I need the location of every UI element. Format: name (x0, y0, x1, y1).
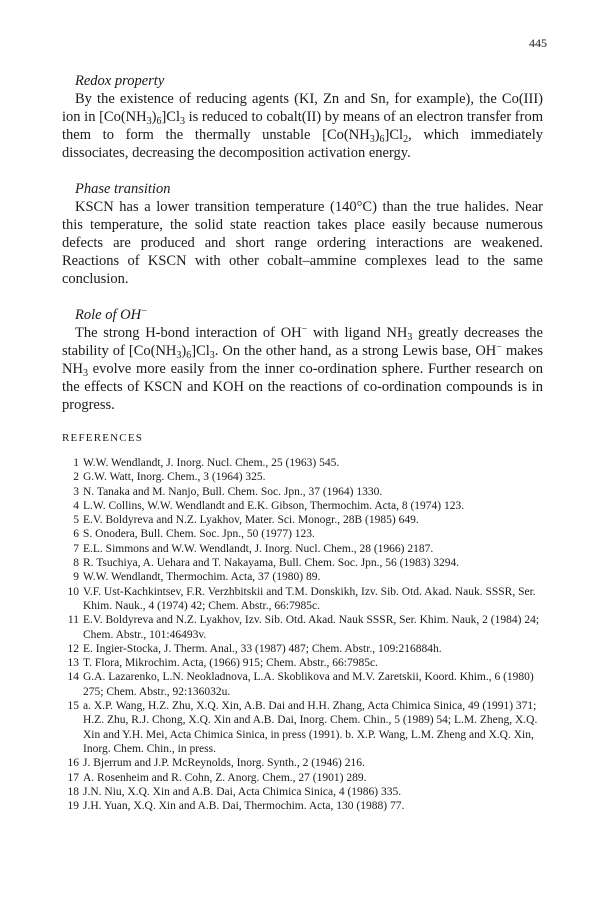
reference-text: J.N. Niu, X.Q. Xin and A.B. Dai, Acta Chimica Sinica, 4 (1986) 335. (83, 785, 402, 798)
reference-text: E.L. Simmons and W.W. Wendlandt, J. Inorg. Nucl. Chem., 28 (1966) 2187. (83, 542, 434, 555)
reference-text: G.A. Lazarenko, L.N. Neokladnova, L.A. Skoblikova and M.V. Zaretskii, Koord. Khim., 6 (1980) 275; Chem. Abstr., 92:136032u. (83, 671, 534, 698)
section-paragraph: By the existence of reducing agents (KI, Zn and Sn, for example), the Co(III) ion in $[Co(NH_3)_6]Cl_3$ is reduced to cobalt(II) by means of an electron transfer from them to form the thermally unstable $[Co(NH_3)_6]Cl_2$, which immediately dissociates, decreasing the decomposition activation energy. (62, 91, 543, 161)
reference-text: N. Tanaka and M. Nanjo, Bull. Chem. Soc. Jpn., 37 (1964) 1330. (83, 485, 383, 498)
section-phase-transition (62, 180, 543, 288)
section-paragraph: The strong H-bond interaction of OH− with ligand $NH_3$ greatly decreases the stability of $[Co(NH_3)_6]Cl_3$. On the other hand, as a strong Lewis base, OH− makes $NH_3$ evolve more easily from the inner co-ordination sphere. Further research on the effects of KSCN and KOH on the reactions of co-ordination compounds is in progress. (62, 324, 543, 413)
reference-item (62, 556, 543, 570)
reference-text: E.V. Boldyreva and N.Z. Lyakhov, Mater. Sci. Monogr., 28B (1985) 649. (83, 514, 419, 527)
reference-item (62, 642, 543, 656)
references-list (62, 456, 543, 813)
reference-text: a. X.P. Wang, H.Z. Zhu, X.Q. Xin, A.B. Dai and H.H. Zhang, Acta Chimica Sinica, 49 (1991) 371; H.Z. Zhu, R.J. Chong, X.Q. Xin and A.B. Dai, Inorg. Chem. Chin., 5 (1989) 54; L.M. Zheng, X.Q. Xin and Y.H. Mei, Acta Chimica Sinica, in press (1991). b. X.P. Wang, L.M. Zheng and X.Q. Xin, Inorg. Chem. Chin., in press. (83, 700, 538, 755)
reference-item (62, 585, 543, 614)
reference-number: 5 (73, 514, 79, 527)
reference-text: V.F. Ust-Kachkintsev, F.R. Verzhbitskii and T.M. Donskikh, Izv. Sib. Otd. Akad. Nauk. SSSR, Ser. Khim. Nauk., 4 (1974) 42; Chem. Abstr., 66:7985c. (83, 585, 536, 612)
reference-item (62, 771, 543, 785)
reference-text: S. Onodera, Bull. Chem. Soc. Jpn., 50 (1977) 123. (83, 528, 315, 541)
reference-number: 4 (73, 499, 79, 512)
section-redox-property (62, 72, 543, 162)
section-title: Redox property (75, 73, 165, 89)
reference-item (62, 485, 543, 499)
reference-text: E. Ingier-Stocka, J. Therm. Anal., 33 (1987) 487; Chem. Abstr., 109:216884h. (83, 642, 442, 655)
reference-number: 12 (67, 642, 79, 655)
reference-item (62, 656, 543, 670)
reference-number: 11 (67, 614, 79, 627)
section-role-of-oh (62, 306, 543, 414)
reference-number: 13 (67, 657, 79, 670)
reference-number: 2 (73, 471, 79, 484)
reference-item (62, 699, 543, 756)
reference-text: R. Tsuchiya, A. Uehara and T. Nakayama, Bull. Chem. Soc. Jpn., 56 (1983) 3294. (83, 557, 460, 570)
section-title: Role of OH− (75, 306, 148, 323)
section-title: Phase transition (75, 181, 171, 197)
reference-number: 18 (67, 785, 79, 798)
reference-text: A. Rosenheim and R. Cohn, Z. Anorg. Chem., 27 (1901) 289. (83, 771, 367, 784)
reference-item (62, 756, 543, 770)
reference-item (62, 785, 543, 799)
reference-number: 8 (73, 557, 79, 570)
reference-item (62, 799, 543, 813)
reference-number: 19 (67, 800, 79, 813)
reference-number: 10 (67, 585, 79, 598)
reference-number: 1 (73, 457, 79, 469)
reference-number: 15 (67, 700, 79, 713)
reference-item (62, 513, 543, 527)
reference-item (62, 570, 543, 584)
references-heading: REFERENCES (62, 432, 144, 444)
reference-item (62, 613, 543, 642)
reference-text: T. Flora, Mikrochim. Acta, (1966) 915; Chem. Abstr., 66:7985c. (83, 657, 378, 670)
reference-number: 16 (67, 757, 79, 770)
reference-text: E.V. Boldyreva and N.Z. Lyakhov, Izv. Sib. Otd. Akad. Nauk SSSR, Ser. Khim. Nauk, 2 (1984) 24; Chem. Abstr., 101:46493v. (83, 614, 540, 641)
page-number: 445 (529, 36, 547, 50)
reference-item (62, 456, 543, 470)
reference-item (62, 470, 543, 484)
reference-number: 7 (73, 542, 79, 555)
reference-item (62, 499, 543, 513)
reference-text: J. Bjerrum and J.P. McReynolds, Inorg. Synth., 2 (1946) 216. (83, 757, 365, 770)
reference-item (62, 670, 543, 699)
reference-item (62, 527, 543, 541)
reference-text: W.W. Wendlandt, Thermochim. Acta, 37 (1980) 89. (83, 571, 321, 584)
reference-number: 3 (73, 485, 79, 498)
reference-text: W.W. Wendlandt, J. Inorg. Nucl. Chem., 25 (1963) 545. (83, 457, 340, 469)
reference-text: G.W. Watt, Inorg. Chem., 3 (1964) 325. (83, 471, 266, 484)
reference-number: 6 (73, 528, 79, 541)
section-paragraph: KSCN has a lower transition temperature (140°C) than the true halides. Near this temperature, the solid state reaction takes place easily because numerous defects are produced and short range ordering interactions are weakened. Reactions of KSCN with other cobalt–ammine complexes lead to the same conclusion. (62, 199, 543, 287)
reference-number: 17 (67, 771, 79, 784)
reference-text: J.H. Yuan, X.Q. Xin and A.B. Dai, Thermochim. Acta, 130 (1988) 77. (83, 800, 405, 813)
reference-number: 9 (73, 571, 79, 584)
article-body (62, 72, 543, 813)
reference-number: 14 (67, 671, 79, 684)
reference-text: L.W. Collins, W.W. Wendlandt and E.K. Gibson, Thermochim. Acta, 8 (1974) 123. (83, 499, 465, 512)
reference-item (62, 542, 543, 556)
